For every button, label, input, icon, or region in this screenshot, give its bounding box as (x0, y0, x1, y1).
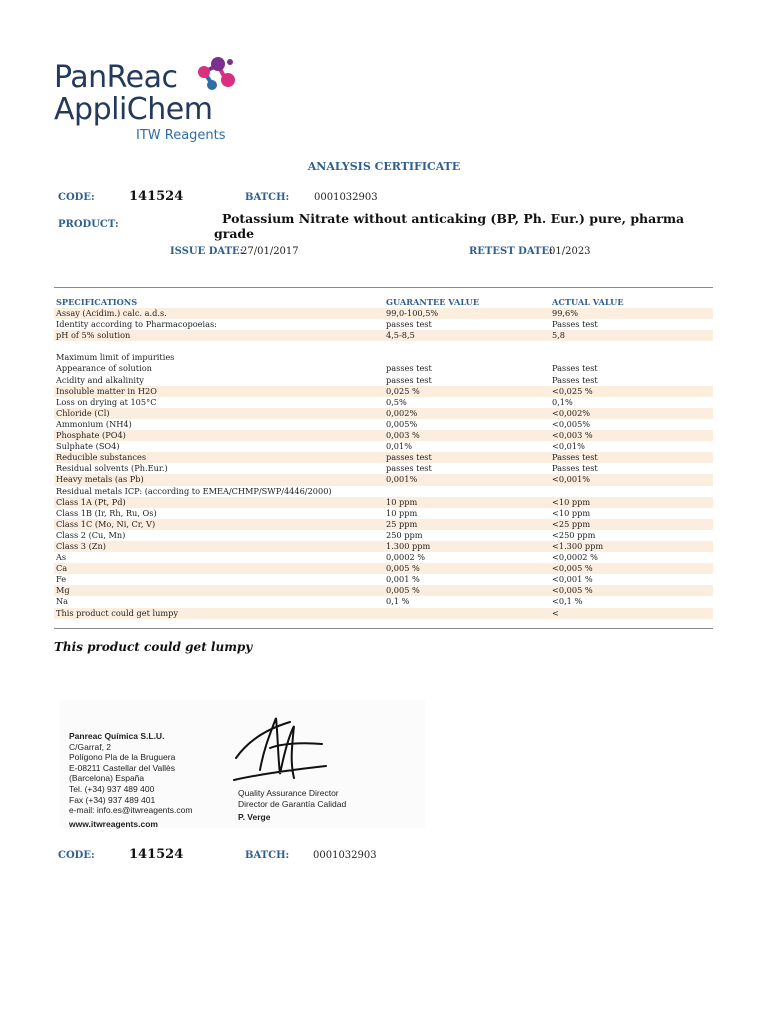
batch-value: 0001032903 (314, 192, 378, 203)
table-row (54, 552, 713, 563)
spec-cell: Class 2 (Cu, Mn) (56, 529, 126, 540)
guarantee-cell: passes test (386, 363, 432, 374)
actual-cell: <10 ppm (552, 507, 591, 518)
spec-cell: Maximum limit of impurities (56, 352, 175, 363)
guarantee-cell: 0,003 % (384, 430, 550, 441)
table-header-row (54, 296, 713, 308)
actual-cell (550, 352, 713, 363)
table-row (54, 386, 713, 397)
spec-cell: As (56, 552, 67, 563)
guarantee-cell (384, 341, 550, 352)
footer-batch-value: 0001032903 (313, 850, 377, 861)
spec-cell (54, 341, 384, 352)
table-row (54, 441, 713, 452)
actual-cell: <0,1 % (552, 596, 583, 607)
header-actual-value: ACTUAL VALUE (552, 297, 624, 307)
table-row (54, 330, 713, 341)
spec-cell: Chloride (Cl) (54, 408, 384, 419)
spec-cell: Mg (54, 585, 384, 596)
table-row (54, 530, 713, 541)
actual-cell: <0,005% (552, 418, 591, 429)
table-row (54, 574, 713, 585)
spec-cell: Na (56, 596, 69, 607)
guarantee-cell: 0,01% (386, 441, 413, 452)
table-row (54, 452, 713, 463)
table-row (54, 430, 713, 441)
footer-code-label: CODE: (58, 850, 95, 861)
actual-cell: <0,003 % (550, 430, 713, 441)
retest-date-label: RETEST DATE: (469, 246, 553, 257)
guarantee-cell: 0,005 % (384, 563, 550, 574)
table-row (54, 541, 713, 552)
product-name (214, 211, 694, 241)
actual-cell: <10 ppm (550, 497, 713, 508)
molecule-logo-icon (190, 52, 238, 96)
actual-cell: <0,01% (552, 441, 585, 452)
guarantee-cell: passes test (386, 463, 432, 474)
guarantee-cell: 25 ppm (384, 519, 550, 530)
spec-cell: Ca (54, 563, 384, 574)
signatory (238, 788, 346, 823)
spec-cell: Acidity and alkalinity (56, 374, 144, 385)
actual-cell: Passes test (550, 452, 713, 463)
spec-cell: Class 3 (Zn) (54, 541, 384, 552)
guarantee-cell: 0,001 % (386, 574, 420, 585)
guarantee-cell: 99,0-100,5% (384, 308, 550, 319)
table-row (54, 397, 713, 408)
actual-cell: 99,6% (550, 308, 713, 319)
email-line: e-mail: info.es@itwreagents.com (69, 805, 193, 816)
issue-date-label: ISSUE DATE: (170, 246, 244, 257)
table-row (54, 463, 713, 474)
spec-cell: Class 1B (Ir, Rh, Ru, Os) (56, 507, 157, 518)
logo-text-line2: AppliChem (54, 92, 213, 127)
actual-cell: Passes test (552, 374, 598, 385)
batch-label: BATCH: (245, 192, 290, 203)
product-name-line2: grade (214, 226, 255, 241)
table-row (54, 419, 713, 430)
actual-cell: Passes test (552, 463, 598, 474)
retest-date-value: 01/2023 (549, 246, 591, 257)
actual-cell: Passes test (552, 363, 598, 374)
address-line: (Barcelona) España (69, 773, 145, 784)
spec-cell: Phosphate (PO4) (54, 430, 384, 441)
guarantee-cell: 1.300 ppm (384, 541, 550, 552)
signatory-name: P. Verge (238, 812, 271, 823)
actual-cell (550, 486, 713, 497)
guarantee-cell: 0,0002 % (386, 552, 426, 563)
logo-subtitle: ITW Reagents (136, 128, 226, 143)
spec-cell: Identity according to Pharmacopoeias: (56, 319, 217, 330)
actual-cell: <25 ppm (550, 519, 713, 530)
spec-cell: This product could get lumpy (54, 608, 384, 619)
guarantee-cell: 0,002% (384, 408, 550, 419)
table-row (54, 375, 713, 386)
footer-batch-label: BATCH: (245, 850, 290, 861)
guarantee-cell: 10 ppm (386, 507, 418, 518)
document-title: ANALYSIS CERTIFICATE (307, 160, 461, 173)
table-row (54, 596, 713, 607)
actual-cell: < (550, 608, 713, 619)
code-value: 141524 (129, 189, 184, 204)
table-row (54, 341, 713, 352)
table-row (54, 508, 713, 519)
table-row (54, 608, 713, 619)
table-row (54, 486, 713, 497)
header-guarantee-value: GUARANTEE VALUE (386, 297, 480, 307)
guarantee-cell: 0,1 % (386, 596, 410, 607)
guarantee-cell: 4,5-8,5 (384, 330, 550, 341)
table-row (54, 319, 713, 330)
spec-cell: Appearance of solution (56, 363, 152, 374)
spec-cell: Class 1C (Mo, Ni, Cr, V) (54, 519, 384, 530)
guarantee-cell: 0,5% (386, 396, 407, 407)
actual-cell: <0,001 % (552, 574, 593, 585)
actual-cell: <0,0002 % (552, 552, 598, 563)
company-name: Panreac Química S.L.U. (69, 731, 165, 741)
actual-cell: 5,8 (550, 330, 713, 341)
actual-cell: <1.300 ppm (550, 541, 713, 552)
spec-cell: Assay (Acidim.) calc. a.d.s. (54, 308, 384, 319)
header-specifications: SPECIFICATIONS (56, 297, 138, 307)
table-row (54, 474, 713, 485)
fax-line: Fax (+34) 937 489 401 (69, 794, 156, 805)
phone-line: Tel. (+34) 937 489 400 (69, 783, 155, 794)
spec-cell: Insoluble matter in H2O (54, 386, 384, 397)
logo-text-line1: PanReac (54, 60, 178, 95)
table-row (54, 563, 713, 574)
guarantee-cell (384, 608, 550, 619)
actual-cell: <0,005 % (550, 563, 713, 574)
guarantee-cell: 0,025 % (384, 386, 550, 397)
table-bottom-divider (54, 628, 713, 629)
spec-cell: Fe (56, 574, 67, 585)
signatory-title-es: Director de Garantía Calidad (238, 798, 347, 809)
table-row (54, 308, 713, 319)
address-line: E-08211 Castellar del Vallès (69, 762, 175, 773)
actual-cell: <0,025 % (550, 386, 713, 397)
handwritten-signature (230, 708, 330, 784)
specifications-table (54, 296, 713, 619)
guarantee-cell: passes test (386, 319, 432, 330)
actual-cell: <0,005 % (550, 585, 713, 596)
code-label: CODE: (58, 192, 95, 203)
spec-cell: Residual metals ICP: (according to EMEA/CHMP/SWP/4446/2000) (56, 485, 332, 496)
product-name-line1: Potassium Nitrate without anticaking (BP, Ph. Eur.) pure, pharma (222, 211, 685, 226)
product-label: PRODUCT: (58, 219, 119, 230)
spec-cell: Reducible substances (54, 452, 384, 463)
guarantee-cell (384, 352, 550, 363)
spec-cell: Heavy metals (as Pb) (54, 474, 384, 485)
guarantee-cell: passes test (386, 374, 432, 385)
guarantee-cell: passes test (384, 452, 550, 463)
table-row (54, 408, 713, 419)
table-row (54, 519, 713, 530)
address-line: Polígono Pla de la Bruguera (69, 752, 176, 763)
guarantee-cell: 10 ppm (384, 497, 550, 508)
actual-cell: <0,002% (550, 408, 713, 419)
actual-cell: <250 ppm (552, 529, 596, 540)
table-row (54, 585, 713, 596)
guarantee-cell (384, 486, 550, 497)
guarantee-cell: 250 ppm (386, 529, 423, 540)
guarantee-cell: 0,001% (384, 474, 550, 485)
spec-cell: pH of 5% solution (54, 330, 384, 341)
table-top-divider (54, 287, 713, 288)
spec-cell: Loss on drying at 105°C (56, 396, 157, 407)
spec-cell: Ammonium (NH4) (56, 418, 132, 429)
actual-cell: <0,001% (550, 474, 713, 485)
footer-code-value: 141524 (129, 847, 184, 862)
actual-cell (550, 341, 713, 352)
company-address (69, 731, 192, 829)
actual-cell: Passes test (552, 319, 598, 330)
signatory-title-en: Quality Assurance Director (238, 788, 339, 798)
issue-date-value: 27/01/2017 (241, 246, 299, 257)
guarantee-cell: 0,005% (386, 418, 418, 429)
table-row (54, 363, 713, 374)
spec-cell: Residual solvents (Ph.Eur.) (56, 463, 168, 474)
spec-cell: Sulphate (SO4) (56, 441, 120, 452)
table-body (54, 308, 713, 619)
actual-cell: 0,1% (552, 396, 573, 407)
company-website: www.itwreagents.com (69, 818, 158, 829)
table-row (54, 352, 713, 363)
guarantee-cell: 0,005 % (384, 585, 550, 596)
address-line: C/Garraf, 2 (69, 741, 112, 752)
spec-cell: Class 1A (Pt, Pd) (54, 497, 384, 508)
lumpy-note: This product could get lumpy (54, 640, 253, 654)
table-row (54, 497, 713, 508)
